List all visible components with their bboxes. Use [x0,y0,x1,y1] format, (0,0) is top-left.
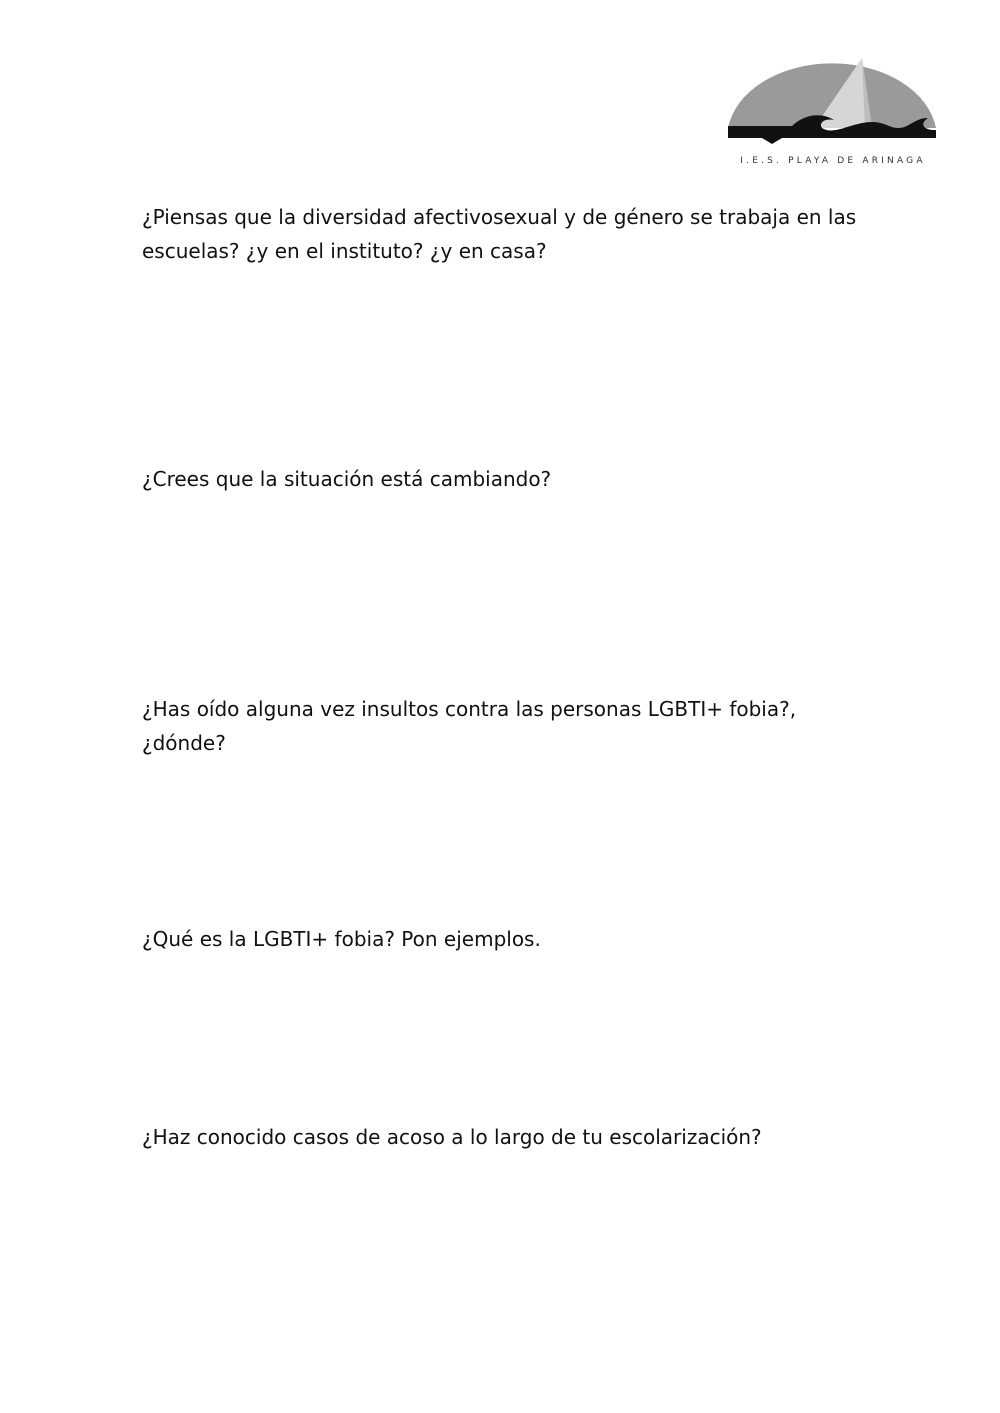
question-5: ¿Haz conocido casos de acoso a lo largo de tu escolarización? [142,1125,762,1149]
logo-caption: I.E.S. PLAYA DE ARINAGA [740,156,926,166]
question-2: ¿Crees que la situación está cambiando? [142,467,552,491]
question-1: ¿Piensas que la diversidad afectivosexual y de género se trabaja en las escuelas? ¿y en el instituto? ¿y en casa? [142,205,863,263]
school-logo [722,52,944,176]
question-4: ¿Qué es la LGBTI+ fobia? Pon ejemplos. [142,927,541,951]
sail-wave-icon [722,52,944,152]
question-3: ¿Has oído alguna vez insultos contra las personas LGBTI+ fobia?, ¿dónde? [142,697,803,755]
